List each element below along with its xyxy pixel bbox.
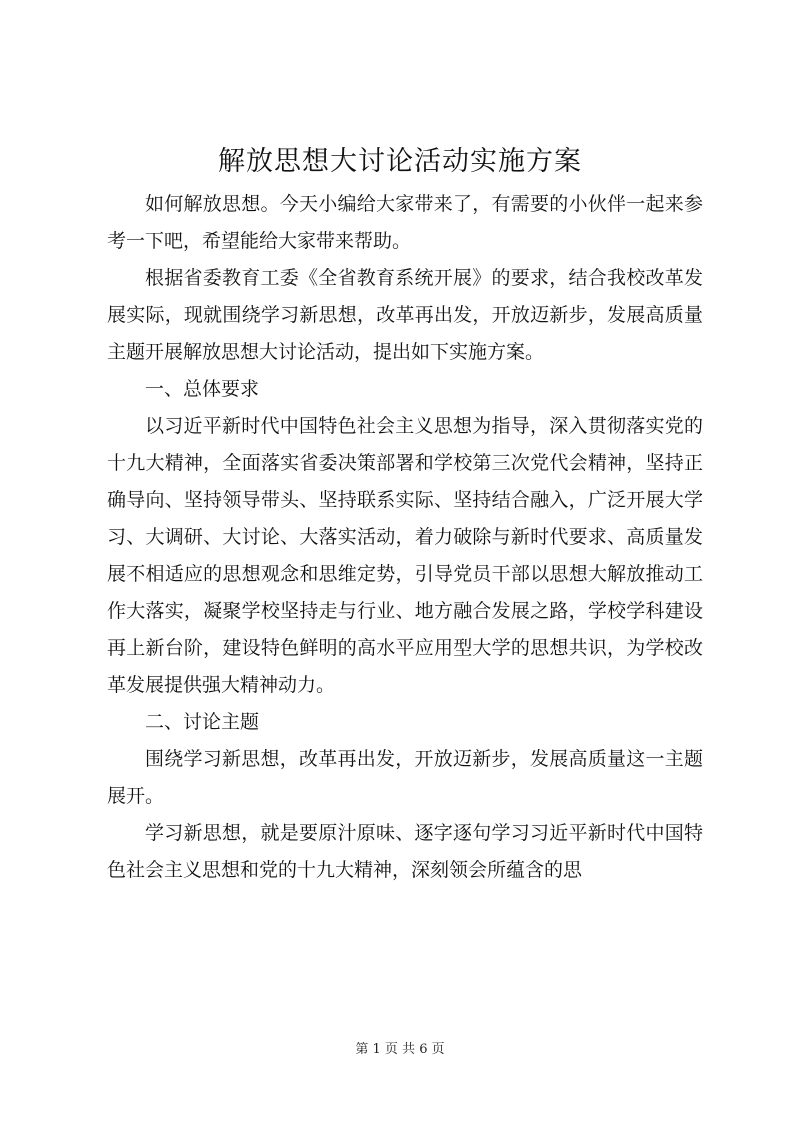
paragraph-learning: 学习新思想，就是要原汁原味、逐字逐句学习习近平新时代中国特色社会主义思想和党的十九大精神，深刻领会所蕴含的思: [107, 822, 703, 881]
document-body: [107, 186, 703, 889]
paragraph-intro: 如何解放思想。今天小编给大家带来了，有需要的小伙伴一起来参考一下吧，希望能给大家带来帮助。: [107, 193, 703, 252]
paragraph-general-requirements: 以习近平新时代中国特色社会主义思想为指导，深入贯彻落实党的十九大精神，全面落实省委决策部署和学校第三次党代会精神，坚持正确导向、坚持领导带头、坚持联系实际、坚持结合融入，广泛开展大学习、大调研、大讨论、大落实活动，着力破除与新时代要求、高质量发展不相适应的思想观念和思维定势，引导党员干部以思想大解放推动工作大落实，凝聚学校坚持走与行业、地方融合发展之路，学校学科建设再上新台阶，建设特色鲜明的高水平应用型大学的思想共识，为学校改革发展提供强大精神动力。: [107, 415, 703, 696]
paragraph-theme: 围绕学习新思想，改革再出发，开放迈新步，发展高质量这一主题展开。: [107, 748, 703, 807]
document-title: 解放思想大讨论活动实施方案: [218, 146, 582, 177]
section-heading-general-requirements: 一、总体要求: [145, 378, 260, 400]
section-heading-discussion-theme: 二、讨论主题: [145, 711, 260, 733]
paragraph-basis: 根据省委教育工委《全省教育系统开展》的要求，结合我校改革发展实际，现就围绕学习新思想，改革再出发，开放迈新步，发展高质量主题开展解放思想大讨论活动，提出如下实施方案。: [107, 267, 703, 363]
page-footer: 第 1 页 共 6 页: [355, 1042, 445, 1057]
